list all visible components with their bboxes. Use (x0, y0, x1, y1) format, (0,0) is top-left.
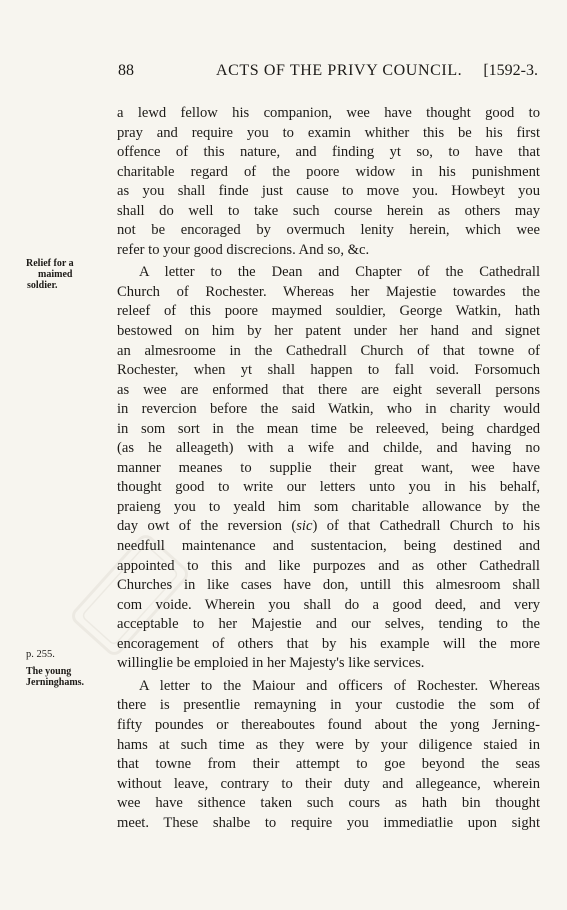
text-line: manner meanes to supplie their great want, wee have (117, 459, 540, 476)
text-line: com voide. Wherein you shall do a good deed, and very (117, 596, 540, 613)
text-line: fifty poundes or thereaboutes found about the yong Jerning- (117, 716, 540, 733)
page-number: 88 (118, 62, 134, 79)
text-line: in som sort in the mean time be releeved, being chardged (117, 420, 540, 437)
paragraph (117, 104, 540, 260)
text-line: meet. These shalbe to require you immediatlie upon sight (117, 814, 540, 831)
running-header (118, 62, 538, 84)
year-range: [1592-3. (483, 62, 538, 79)
document-body (117, 104, 540, 833)
text-line: Churches in like cases have don, untill this almesroom shall (117, 577, 540, 594)
text-line: charitable regard of the poore widow in his punishment (117, 163, 540, 180)
margin-page-reference: p. 255. (26, 649, 55, 660)
text-line: refer to your good discrecions. And so, &c. (117, 241, 370, 258)
margin-note-relief (26, 258, 74, 291)
text-line: (as he alleageth) with a wife and childe, and having no (117, 440, 540, 457)
margin-note-line: maimed (38, 269, 73, 280)
text-line: as wee are enformed that there are eight severall persons (117, 381, 540, 398)
text-line: thought good to write our letters unto you in his behalf, (117, 479, 540, 496)
text-line: hams at such time as they were by your diligence staied in (117, 736, 540, 753)
text-line: A letter to the Dean and Chapter of the Cathedrall (139, 264, 540, 281)
margin-note-line: soldier. (27, 280, 58, 291)
text-line: day owt of the reversion (sic) of that Cathedrall Church to his (117, 518, 540, 535)
text-line: wee have sithence taken such cours as hath bin thought (117, 795, 540, 812)
margin-note-line: The young (26, 666, 72, 677)
text-line: Rochester, when yt shall happen to fall void. Forsomuch (117, 362, 540, 379)
text-line: that towne from their attempt to goe beyond the seas (117, 756, 540, 773)
text-line: willinglie be emploied in her Majesty's like services. (117, 655, 425, 672)
text-line: A letter to the Maiour and officers of Rochester. Whereas (139, 677, 540, 694)
text-line: without leave, contrary to their duty and allegeance, wherein (117, 775, 540, 792)
text-line: not be encoraged by overmuch lenity herein, which wee (117, 222, 540, 239)
margin-note-line: Relief for a (26, 258, 74, 269)
text-line: acceptable to her Majestie and our selves, tending to the (117, 616, 540, 633)
paragraph (117, 677, 540, 833)
text-line: needfull maintenance and sustentacion, being destined and (117, 538, 540, 555)
text-line: a lewd fellow his companion, wee have thought good to (117, 105, 540, 121)
text-line: an almesroome in the Cathedrall Church of that towne of (117, 342, 540, 359)
text-line: shall do well to take such course herein as others may (117, 202, 540, 219)
margin-note-line: Jerninghams. (26, 677, 85, 688)
text-line: appointed to this and like purpozes and as other Cathedrall (117, 557, 540, 574)
running-title: ACTS OF THE PRIVY COUNCIL. (216, 62, 463, 79)
margin-note-jerninghams (26, 666, 84, 688)
text-line: as you shall finde just cause to move you. Howbeyt you (117, 183, 540, 200)
text-line: releef of this poore maymed souldier, George Watkin, hath (117, 303, 540, 320)
text-line: bestowed on him by her patent under her hand and signet (117, 323, 540, 340)
text-line: pray and require you to examin whither this be his first (117, 124, 540, 141)
text-line: offence of this nature, and finding yt so, to have that (117, 144, 540, 161)
text-line: encoragement of others that by his example will the more (117, 635, 540, 652)
paragraph (117, 263, 540, 673)
text-line: in revercion before the said Watkin, who in charity would (117, 401, 540, 418)
text-line: Church of Rochester. Whereas her Majestie towardes the (117, 283, 540, 300)
text-line: there is presentlie remayning in your custodie the som of (117, 697, 540, 714)
text-line: praieng you to yeald him som charitable allowance by the (117, 498, 540, 515)
